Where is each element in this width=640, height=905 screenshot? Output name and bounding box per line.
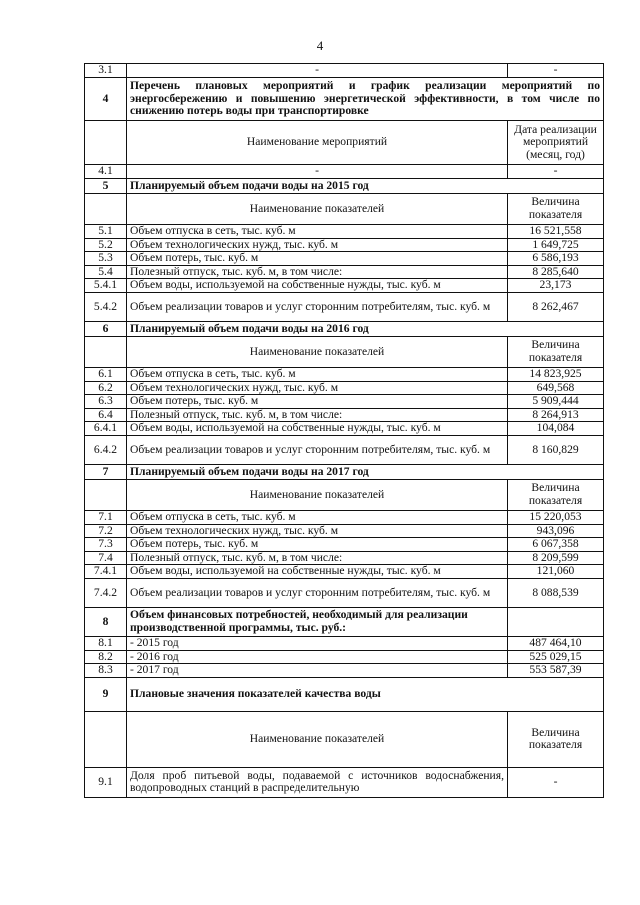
column-header-value: Дата реализации мероприятий (месяц, год) [508,121,604,165]
row-value: 5 909,444 [508,395,604,409]
row-number: 7.3 [85,538,127,552]
section-row [85,464,604,479]
section-number: 4 [102,91,109,105]
table-row [85,565,604,579]
row-number: 7.2 [85,524,127,538]
section-title: Планируемый объем подачи воды на 2015 год [130,178,369,192]
table-row [85,367,604,381]
table-row [85,225,604,239]
table-row [85,252,604,266]
table-row [85,395,604,409]
row-description: Объем воды, используемой на собственные нужды, тыс. куб. м [127,565,508,579]
section-title: Плановые значения показателей качества воды [130,686,381,700]
row-number: 8.1 [85,636,127,650]
column-header-value: Величина показателя [508,711,604,767]
section-row [85,179,604,194]
row-value: - [508,64,604,78]
row-number: 6.3 [85,395,127,409]
row-description: Объем воды, используемой на собственные нужды, тыс. куб. м [127,279,508,293]
row-value: 6 586,193 [508,252,604,266]
row-number: 5.4 [85,265,127,279]
table-row [85,636,604,650]
row-description: Объем потерь, тыс. куб. м [127,538,508,552]
row-description: Объем технологических нужд, тыс. куб. м [127,524,508,538]
row-number: 6.2 [85,381,127,395]
section-number: 9 [102,686,109,700]
row-number: 6.4.2 [85,435,127,464]
row-value: 14 823,925 [508,367,604,381]
column-header-name: Наименование показателей [127,194,508,225]
row-number: 4.1 [85,165,127,179]
row-value: 15 220,053 [508,510,604,524]
row-description: Доля проб питьевой воды, подаваемой с источников водоснабжения, водопроводных станций в распределительную [127,767,508,797]
section-title: Перечень плановых мероприятий и график реализации мероприятий по энергосбережению и повышению энергетической эффективности, в том числе по снижению потерь воды при транспортировке [130,79,600,118]
row-value: 6 067,358 [508,538,604,552]
row-description: Полезный отпуск, тыс. куб. м, в том числе: [127,408,508,422]
row-value: 16 521,558 [508,225,604,239]
table-row [85,538,604,552]
row-description: Объем технологических нужд, тыс. куб. м [127,381,508,395]
row-value: 487 464,10 [508,636,604,650]
row-value: - [508,767,604,797]
table-row [85,265,604,279]
table-row [85,279,604,293]
column-header-name: Наименование мероприятий [127,121,508,165]
row-number: 6.4.1 [85,422,127,436]
row-value: 8 262,467 [508,292,604,321]
table-row [85,292,604,321]
row-description: Объем технологических нужд, тыс. куб. м [127,238,508,252]
row-description: Объем воды, используемой на собственные нужды, тыс. куб. м [127,422,508,436]
table-row [85,578,604,607]
row-description: Объем потерь, тыс. куб. м [127,252,508,266]
column-header-row [85,336,604,367]
column-header-row [85,711,604,767]
section-title: Планируемый объем подачи воды на 2016 год [130,321,369,335]
column-header-row [85,194,604,225]
row-description: Полезный отпуск, тыс. куб. м, в том числе: [127,551,508,565]
row-description: Объем реализации товаров и услуг сторонним потребителям, тыс. куб. м [127,578,508,607]
column-header-name: Наименование показателей [127,336,508,367]
row-number: 8.3 [85,664,127,678]
page-number: 4 [316,38,324,53]
table-row [85,551,604,565]
row-description: - 2015 год [127,636,508,650]
table-row [85,664,604,678]
column-header-row [85,479,604,510]
table-row [85,650,604,664]
row-description: - 2016 год [127,650,508,664]
column-header-name: Наименование показателей [127,711,508,767]
table-row [85,422,604,436]
section-title: Планируемый объем подачи воды на 2017 год [130,464,369,478]
table-row [85,408,604,422]
row-value: 553 587,39 [508,664,604,678]
section-row [85,321,604,336]
column-header-value: Величина показателя [508,194,604,225]
section-title: Объем финансовых потребностей, необходимый для реализации производственной программы, тыс. руб.: [130,608,468,634]
row-value: 8 088,539 [508,578,604,607]
row-description: Объем отпуска в сеть, тыс. куб. м [127,510,508,524]
row-description: - [127,64,508,78]
section-number: 6 [102,321,109,335]
program-table [84,63,604,798]
row-value: 23,173 [508,279,604,293]
column-header-value: Величина показателя [508,336,604,367]
column-header-name: Наименование показателей [127,479,508,510]
row-value: - [508,165,604,179]
row-value: 104,084 [508,422,604,436]
row-value: 943,096 [508,524,604,538]
table-row [85,524,604,538]
table-row [85,238,604,252]
table-row [85,165,604,179]
row-description: - 2017 год [127,664,508,678]
row-number: 7.4.1 [85,565,127,579]
row-description: Объем отпуска в сеть, тыс. куб. м [127,225,508,239]
row-number: 9.1 [85,767,127,797]
section-number: 7 [102,464,109,478]
section-row [85,607,604,636]
row-number: 8.2 [85,650,127,664]
section-row [85,78,604,121]
column-header-row [85,121,604,165]
row-description: Объем потерь, тыс. куб. м [127,395,508,409]
row-number: 3.1 [85,64,127,78]
table-row [85,767,604,797]
row-number: 7.4 [85,551,127,565]
row-number: 5.1 [85,225,127,239]
row-description: Объем реализации товаров и услуг сторонним потребителям, тыс. куб. м [127,435,508,464]
row-description: Объем отпуска в сеть, тыс. куб. м [127,367,508,381]
row-description: Полезный отпуск, тыс. куб. м, в том числе: [127,265,508,279]
row-number: 7.1 [85,510,127,524]
row-value: 8 209,599 [508,551,604,565]
row-value: 525 029,15 [508,650,604,664]
row-number: 5.3 [85,252,127,266]
row-number: 5.4.2 [85,292,127,321]
row-value: 8 160,829 [508,435,604,464]
table-row [85,435,604,464]
row-number: 6.4 [85,408,127,422]
row-value: 1 649,725 [508,238,604,252]
row-value: 8 285,640 [508,265,604,279]
column-header-value: Величина показателя [508,479,604,510]
row-value: 121,060 [508,565,604,579]
row-value: 649,568 [508,381,604,395]
row-value: 8 264,913 [508,408,604,422]
table-row [85,510,604,524]
row-number: 5.4.1 [85,279,127,293]
table-row [85,64,604,78]
section-number: 8 [102,614,109,628]
row-description: - [127,165,508,179]
row-description: Объем реализации товаров и услуг сторонним потребителям, тыс. куб. м [127,292,508,321]
row-number: 6.1 [85,367,127,381]
row-number: 7.4.2 [85,578,127,607]
section-row [85,677,604,711]
table-row [85,381,604,395]
row-number: 5.2 [85,238,127,252]
section-number: 5 [102,178,109,192]
